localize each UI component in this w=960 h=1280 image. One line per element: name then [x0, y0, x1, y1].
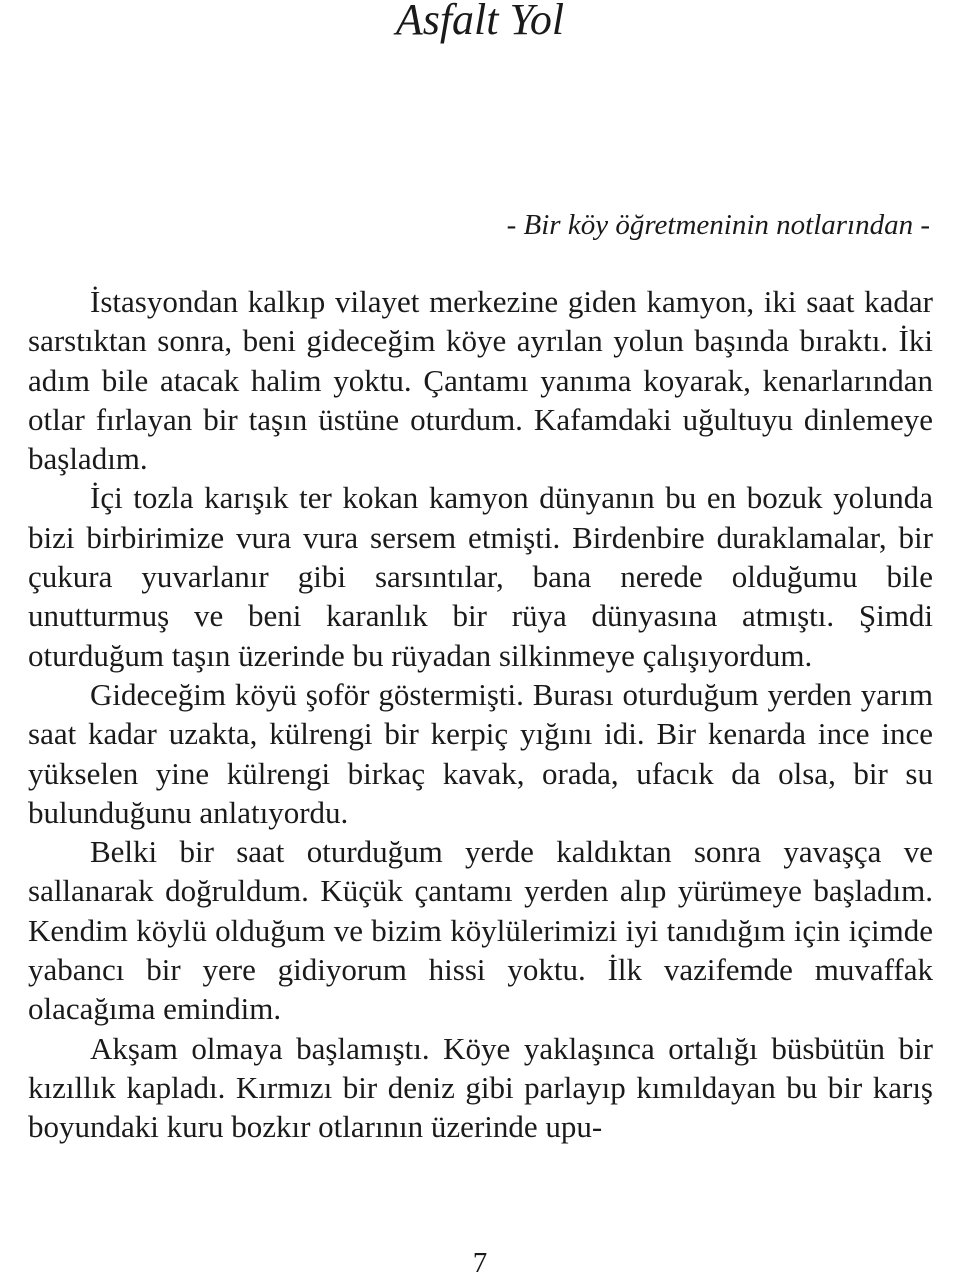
paragraph: Belki bir saat oturduğum yerde kaldıktan sonra yavaşça ve sallanarak doğruldum. Küçük çantamı yerden alıp yürümeye başladım. Kendim köylü olduğum ve bizim köylülerimizi iyi tanıdığım için içimde yabancı bir yere gidiyorum hissi yoktu. İlk vazifemde muvaffak olacağıma emindim. — [28, 834, 933, 1027]
paragraph: Gideceğim köyü şoför göstermişti. Burası oturduğum yerden yarım saat kadar uzakta, külrengi bir kerpiç yığını idi. Bir kenarda ince ince yükselen yine külrengi birkaç kavak, orada, ufacık da olsa, bir su bulunduğunu anlatıyordu. — [28, 676, 933, 830]
page-number: 7 — [472, 1247, 488, 1279]
chapter-title: Asfalt Yol — [395, 0, 565, 44]
chapter-subtitle: - Bir köy öğretmeninin notlarından - — [506, 209, 930, 241]
paragraph: İçi tozla karışık ter kokan kamyon dünyanın bu en bozuk yolunda bizi birbirimize vura vura sersem etmişti. Birdenbire duraklamalar, bir çukura yuvarlanır gibi sarsıntılar, bana nerede olduğumu bile unutturmuş ve beni karanlık bir rüya dünyasına atmıştı. Şimdi oturduğum taşın üzerinde bu rüyadan silkinmeye çalışıyordum. — [28, 480, 933, 673]
paragraph: Akşam olmaya başlamıştı. Köye yaklaşınca ortalığı büsbütün bir kızıllık kapladı. Kırmızı bir deniz gibi parlayıp kımıldayan bu bir karış boyundaki kuru bozkır otlarının üzerinde upu- — [28, 1030, 933, 1145]
body-text — [28, 282, 933, 1147]
paragraph: İstasyondan kalkıp vilayet merkezine giden kamyon, iki saat kadar sarstıktan sonra, beni gideceğim köye ayrılan yolun başında bıraktı. İki adım bile atacak halim yoktu. Çantamı yanıma koyarak, kenarlarından otlar fırlayan bir taşın üstüne oturdum. Kafamdaki uğultuyu dinlemeye başladım. — [28, 284, 933, 477]
